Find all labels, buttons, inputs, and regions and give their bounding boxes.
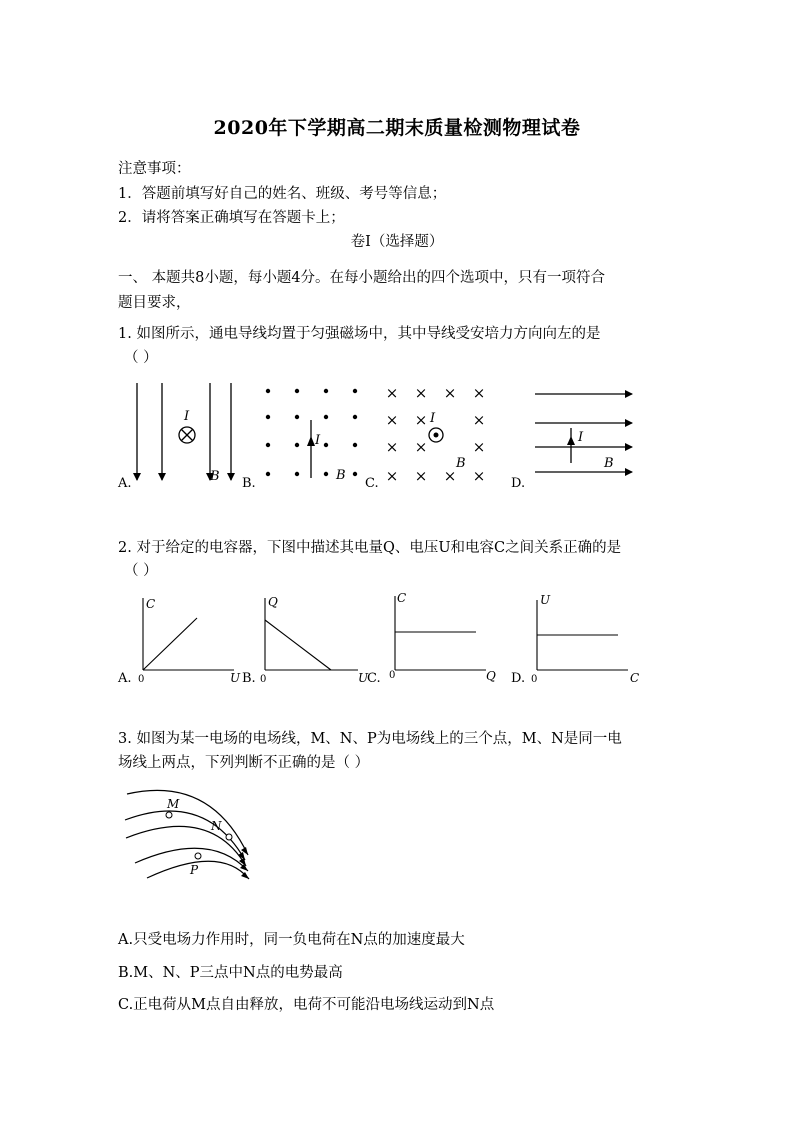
q1-b-field-label: B bbox=[336, 468, 346, 483]
q2-stem: 2. 对于给定的电容器，下图中描述其电量Q、电压U和电容C之间关系正确的是 bbox=[118, 540, 622, 556]
notice-item: 2．请将答案正确填写在答题卡上； bbox=[118, 210, 345, 226]
q2-b-xlabel: U bbox=[358, 671, 369, 685]
q3-choice-b: B.M、N、P三点中N点的电势最高 bbox=[118, 965, 343, 981]
svg-text:×: × bbox=[443, 384, 457, 402]
q3-label-n: N bbox=[211, 819, 222, 833]
page-title: 2020年下学期高二期末质量检测物理试卷 bbox=[213, 117, 581, 139]
q3-stem-cont: 场线上两点，下列判断不正确的是（ ） bbox=[118, 755, 370, 771]
q2-d-ylabel: U bbox=[540, 593, 551, 607]
q1-option-b: B. bbox=[242, 476, 256, 491]
q3-label-m: M bbox=[167, 797, 180, 811]
q1-answer-blank: （ ） bbox=[124, 350, 158, 366]
q2-d-origin: 0 bbox=[531, 674, 538, 685]
q2-c-xlabel: Q bbox=[486, 669, 496, 683]
svg-text:×: × bbox=[472, 411, 486, 429]
q1-c-field-label: B bbox=[456, 456, 466, 471]
q3-label-p: P bbox=[190, 863, 199, 877]
svg-text:×: × bbox=[385, 411, 399, 429]
q1-a-current-label: I bbox=[184, 409, 190, 424]
q2-option-a: A. bbox=[118, 671, 132, 686]
q3-stem: 3. 如图为某一电场的电场线，M、N、P为电场线上的三个点，M、N是同一电 bbox=[118, 731, 622, 747]
q1-d-field-label: B bbox=[604, 456, 614, 471]
q1-stem: 1. 如图所示，通电导线均置于匀强磁场中，其中导线受安培力方向向左的是 bbox=[118, 326, 601, 342]
q3-choice-a: A.只受电场力作用时，同一负电荷在N点的加速度最大 bbox=[118, 932, 465, 948]
q3-point-m bbox=[166, 812, 172, 818]
svg-text:×: × bbox=[414, 384, 428, 402]
svg-text:×: × bbox=[472, 467, 486, 485]
notice-heading: 注意事项： bbox=[118, 161, 191, 177]
q1-a-field-label: B bbox=[210, 469, 220, 484]
q2-a-xlabel: U bbox=[230, 671, 241, 685]
q1-option-c: C. bbox=[365, 476, 379, 491]
svg-text:×: × bbox=[385, 384, 399, 402]
q1-option-d: D. bbox=[511, 476, 526, 491]
notice-item: 1．答题前填写好自己的姓名、班级、考号等信息； bbox=[118, 186, 447, 202]
q3-choice-c: C.正电荷从M点自由释放，电荷不可能沿电场线运动到N点 bbox=[118, 997, 495, 1013]
q1-figures bbox=[110, 378, 650, 493]
section-intro-cont: 题目要求， bbox=[118, 295, 191, 311]
q3-field-lines-figure bbox=[115, 780, 260, 885]
svg-text:×: × bbox=[414, 438, 428, 456]
q2-a-ylabel: C bbox=[146, 597, 156, 611]
q2-option-d: D. bbox=[511, 671, 526, 686]
svg-text:×: × bbox=[385, 467, 399, 485]
q2-d-xlabel: C bbox=[630, 671, 640, 685]
q1-c-current-label: I bbox=[430, 411, 436, 426]
q1-figure-d bbox=[535, 394, 632, 472]
q2-a-origin: 0 bbox=[138, 674, 145, 685]
q2-b-origin: 0 bbox=[260, 674, 267, 685]
q2-b-ylabel: Q bbox=[268, 595, 278, 609]
q1-d-current-label: I bbox=[578, 430, 584, 445]
svg-text:×: × bbox=[472, 384, 486, 402]
q2-answer-blank: （ ） bbox=[124, 563, 158, 579]
q2-b-curve bbox=[265, 620, 331, 670]
svg-text:×: × bbox=[443, 467, 457, 485]
svg-text:×: × bbox=[385, 438, 399, 456]
q2-option-b: B. bbox=[242, 671, 256, 686]
section-intro: 一、 本题共8小题，每小题4分。在每小题给出的四个选项中，只有一项符合 bbox=[118, 270, 606, 286]
q1-b-current-label: I bbox=[315, 433, 321, 448]
q2-a-curve bbox=[143, 618, 197, 670]
svg-text:×: × bbox=[414, 411, 428, 429]
q2-option-c: C. bbox=[367, 671, 381, 686]
svg-text:×: × bbox=[414, 467, 428, 485]
q2-c-ylabel: C bbox=[397, 591, 407, 605]
q2-c-origin: 0 bbox=[389, 670, 396, 681]
section-title: 卷I（选择题） bbox=[350, 234, 444, 250]
svg-text:×: × bbox=[472, 438, 486, 456]
q1-option-a: A. bbox=[118, 476, 132, 491]
q1-figure-a bbox=[137, 383, 231, 480]
q3-point-p bbox=[195, 853, 201, 859]
q3-point-n bbox=[226, 834, 232, 840]
